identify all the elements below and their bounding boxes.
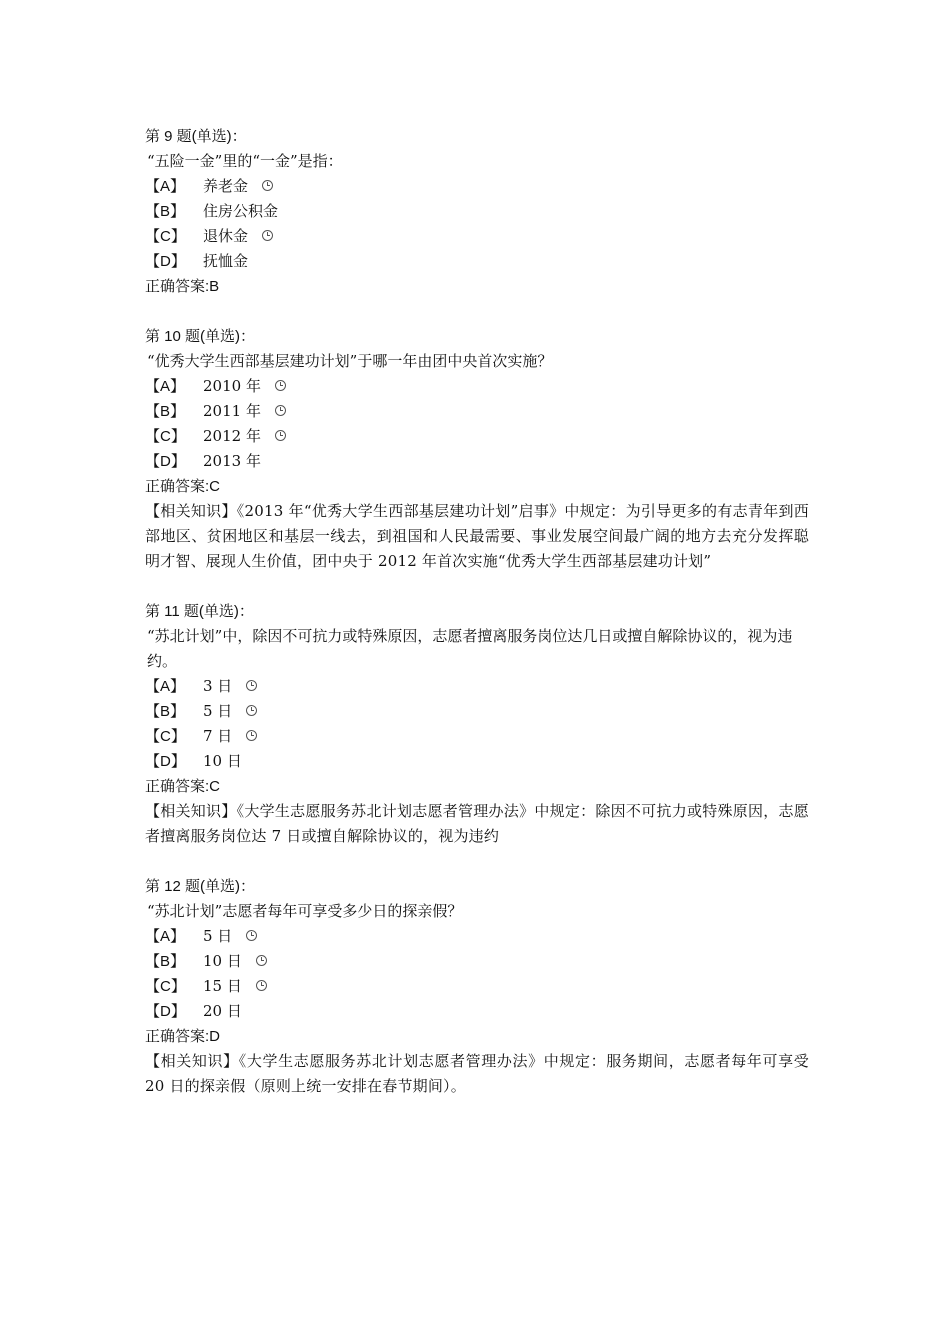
clock-icon xyxy=(256,980,267,991)
option-text: 10 日 xyxy=(203,952,242,970)
option-letter: 【C】 xyxy=(145,728,186,745)
correct-answer: 正确答案:D xyxy=(145,1028,221,1045)
option-text: 退休金 xyxy=(203,227,249,245)
clock-icon xyxy=(262,230,273,241)
option-b xyxy=(145,699,809,724)
option-letter: 【B】 xyxy=(145,703,186,720)
option-letter: 【C】 xyxy=(145,228,186,245)
question-stem: “苏北计划”中，除因不可抗力或特殊原因，志愿者擅离服务岗位达几日或擅自解除协议的，视为违约。 xyxy=(147,627,793,670)
option-text: 2011 年 xyxy=(203,402,261,420)
option-letter: 【A】 xyxy=(145,378,186,395)
option-d xyxy=(145,449,809,474)
option-text: 3 日 xyxy=(203,677,233,695)
option-d xyxy=(145,749,809,774)
option-letter: 【B】 xyxy=(145,953,186,970)
question-block xyxy=(145,124,809,299)
option-letter: 【D】 xyxy=(145,253,186,270)
related-knowledge: 【相关知识】《大学生志愿服务苏北计划志愿者管理办法》中规定：服务期间，志愿者每年可享受 20 日的探亲假（原则上统一安排在春节期间）。 xyxy=(145,1052,809,1095)
option-text: 7 日 xyxy=(203,727,233,745)
option-text: 2012 年 xyxy=(203,427,261,445)
option-a xyxy=(145,674,809,699)
option-letter: 【D】 xyxy=(145,753,186,770)
option-text: 养老金 xyxy=(203,177,249,195)
option-b xyxy=(145,399,809,424)
option-c xyxy=(145,224,809,249)
question-stem: “五险一金”里的“一金”是指： xyxy=(147,152,343,170)
question-title: 第 12 题(单选)： xyxy=(145,878,256,895)
option-b xyxy=(145,199,809,224)
option-letter: 【B】 xyxy=(145,203,186,220)
option-text: 2010 年 xyxy=(203,377,261,395)
option-text: 抚恤金 xyxy=(203,252,249,270)
option-letter: 【C】 xyxy=(145,428,186,445)
clock-icon xyxy=(246,680,257,691)
question-title: 第 9 题(单选)： xyxy=(145,128,247,145)
question-title: 第 10 题(单选)： xyxy=(145,328,256,345)
correct-answer: 正确答案:C xyxy=(145,778,221,795)
option-letter: 【D】 xyxy=(145,453,186,470)
clock-icon xyxy=(275,380,286,391)
option-text: 20 日 xyxy=(203,1002,242,1020)
question-block xyxy=(145,324,809,574)
related-knowledge: 【相关知识】《大学生志愿服务苏北计划志愿者管理办法》中规定：除因不可抗力或特殊原因，志愿者擅离服务岗位达 7 日或擅自解除协议的，视为违约 xyxy=(145,802,809,845)
clock-icon xyxy=(246,930,257,941)
question-block xyxy=(145,874,809,1099)
clock-icon xyxy=(246,705,257,716)
correct-answer: 正确答案:C xyxy=(145,478,221,495)
option-a xyxy=(145,174,809,199)
option-d xyxy=(145,999,809,1024)
option-letter: 【B】 xyxy=(145,403,186,420)
clock-icon xyxy=(262,180,273,191)
question-stem: “苏北计划”志愿者每年可享受多少日的探亲假？ xyxy=(147,902,463,920)
option-c xyxy=(145,424,809,449)
option-letter: 【A】 xyxy=(145,178,186,195)
option-letter: 【A】 xyxy=(145,678,186,695)
option-b xyxy=(145,949,809,974)
option-d xyxy=(145,249,809,274)
clock-icon xyxy=(246,730,257,741)
correct-answer: 正确答案:B xyxy=(145,278,220,295)
option-text: 10 日 xyxy=(203,752,242,770)
option-text: 15 日 xyxy=(203,977,242,995)
option-c xyxy=(145,974,809,999)
option-a xyxy=(145,374,809,399)
option-letter: 【D】 xyxy=(145,1003,186,1020)
clock-icon xyxy=(256,955,267,966)
document-page xyxy=(145,124,809,1124)
clock-icon xyxy=(275,430,286,441)
option-letter: 【C】 xyxy=(145,978,186,995)
option-a xyxy=(145,924,809,949)
option-text: 2013 年 xyxy=(203,452,261,470)
related-knowledge: 【相关知识】《2013 年“优秀大学生西部基层建功计划”启事》中规定：为引导更多的有志青年到西部地区、贫困地区和基层一线去，到祖国和人民最需要、事业发展空间最广阔的地方去充分发挥聪明才智、展现人生价值，团中央于 2012 年首次实施“优秀大学生西部基层建功计划” xyxy=(145,502,809,570)
question-block xyxy=(145,599,809,849)
option-text: 5 日 xyxy=(203,927,233,945)
option-c xyxy=(145,724,809,749)
question-title: 第 11 题(单选)： xyxy=(145,603,254,620)
option-text: 住房公积金 xyxy=(203,202,279,220)
option-text: 5 日 xyxy=(203,702,233,720)
option-letter: 【A】 xyxy=(145,928,186,945)
clock-icon xyxy=(275,405,286,416)
question-stem: “优秀大学生西部基层建功计划”于哪一年由团中央首次实施？ xyxy=(147,352,553,370)
